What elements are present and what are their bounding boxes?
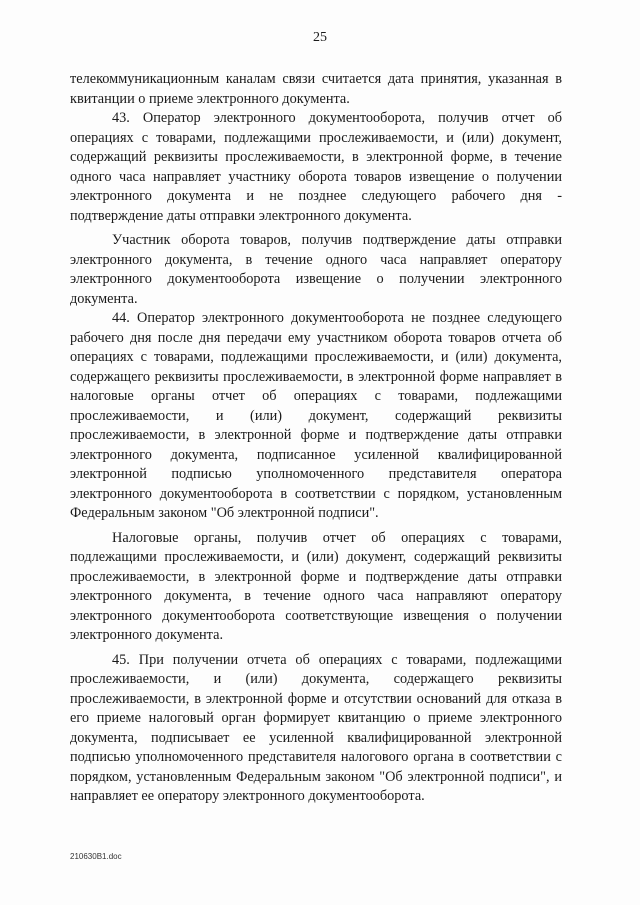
paragraph-43: 43. Оператор электронного документооборота, получив отчет об операциях с товарами, подлежащими прослеживаемости, и (или) документ, содержащий реквизиты прослеживаемости, в электронной форме, в течение одного часа направляет участнику оборота товаров извещение о получении электронного документа и не позднее следующего рабочего дня - подтверждение даты отправки электронного документа. [70,110,562,224]
paragraph-44: 44. Оператор электронного документооборота не позднее следующего рабочего дня после дня передачи ему участником оборота товаров отчета об операциях с товарами, подлежащими прослеживаемости, и (или) документа, содержащего реквизиты прослеживаемости, в электронной форме направляет в налоговые органы отчет об операциях с товарами, подлежащими прослеживаемости, и (или) документ, содержащий реквизиты прослеживаемости, в электронной форме и подтверждение даты отправки электронного документа, подписанное усиленной квалифицированной электронной подписью уполномоченного представителя оператора электронного документооборота в соответствии с порядком, установленным Федеральным законом "Об электронной подписи". [70,310,562,521]
paragraph-tax-authorities: Налоговые органы, получив отчет об операциях с товарами, подлежащими прослеживаемости, и (или) документ, содержащий реквизиты прослеживаемости, в электронной форме и подтверждение даты отправки электронного документа, в течение одного часа направляют оператору электронного документооборота соответствующие извещения о получении электронного документа. [70,529,562,643]
document-body [70,70,562,807]
paragraph-continuation: телекоммуникационным каналам связи считается дата принятия, указанная в квитанции о приеме электронного документа. [70,71,562,107]
file-name-footer: 210630B1.doc [70,852,122,861]
paragraph-45: 45. При получении отчета об операциях с товарами, подлежащими прослеживаемости, и (или) документа, содержащего реквизиты прослеживаемости, в электронной форме и отсутствии оснований для отказа в его приеме налоговый орган формирует квитанцию о приеме электронного документа, подписывает ее усиленной квалифицированной электронной подписью уполномоченного представителя налогового органа в соответствии с порядком, установленным Федеральным законом "Об электронной подписи", и направляет ее оператору электронного документооборота. [70,651,562,804]
paragraph-participant-confirmation: Участник оборота товаров, получив подтверждение даты отправки электронного документа, в течение одного часа направляет оператору электронного документооборота извещение о получении электронного документа. [70,232,562,307]
page-number: 25 [313,30,327,45]
